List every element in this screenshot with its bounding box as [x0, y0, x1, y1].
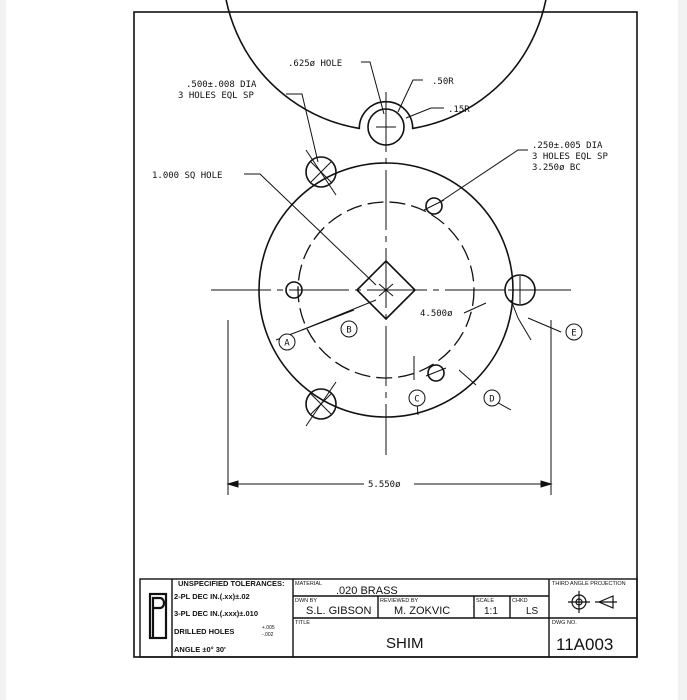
hole-250-upper [426, 198, 442, 214]
tolerance-2pl: 2-PL DEC IN.(.xx)±.02 [174, 592, 250, 601]
dimension-5550 [228, 320, 551, 495]
callout-dia-250-line1: .250±.005 DIA [532, 141, 603, 151]
callout-sq-hole: 1.000 SQ HOLE [152, 171, 223, 181]
checked-value: LS [526, 606, 539, 617]
tolerance-3pl: 3-PL DEC IN.(.xxx)±.010 [174, 609, 259, 618]
scale-value: 1:1 [484, 606, 498, 617]
callout-outer-dia: 5.550ø [368, 480, 401, 490]
callout-hole-625: .625ø HOLE [288, 59, 343, 69]
marker-c-label: C [414, 394, 420, 405]
drawn-by-label: DWN BY [295, 598, 317, 604]
material-value: .020 BRASS [336, 585, 398, 597]
marker-a-label: A [284, 338, 290, 349]
drilled-tol-plus: +.005 [262, 625, 275, 631]
checked-label: CHKD [512, 598, 528, 604]
drawing-title: SHIM [386, 635, 424, 652]
dwg-no-label: DWG NO. [552, 620, 577, 626]
marker-e-label: E [571, 328, 577, 339]
callout-dia-250-line2: 3 HOLES EQL SP [532, 152, 608, 162]
callout-dia-250-line3: 3.250ø BC [532, 163, 581, 173]
reviewed-by-label: REVIEWED BY [380, 598, 419, 604]
drawing-number: 11A003 [556, 635, 614, 654]
callout-dia-500-line2: 3 HOLES EQL SP [178, 91, 254, 101]
center-lines [211, 92, 571, 455]
drilled-tol-minus: -.002 [262, 632, 274, 638]
tolerances-heading: UNSPECIFIED TOLERANCES: [178, 579, 285, 588]
callout-inner-dia: 4.500ø [420, 309, 453, 319]
leader-lines [244, 62, 561, 415]
marker-b-label: B [346, 325, 352, 336]
projection-label: THIRD ANGLE PROJECTION [552, 581, 626, 587]
drawing-sheet [6, 0, 678, 700]
company-logo [150, 594, 166, 638]
drawn-by-value: S.L. GIBSON [306, 605, 372, 617]
angle-tolerance: ANGLE ±0° 30' [174, 645, 226, 654]
reviewed-by-value: M. ZOKVIC [394, 605, 451, 617]
material-label: MATERIAL [295, 581, 323, 587]
technical-drawing [6, 0, 678, 700]
drilled-holes: DRILLED HOLES [174, 627, 235, 636]
callout-dia-500-line1: .500±.008 DIA [186, 80, 257, 90]
third-angle-projection-icon [568, 591, 617, 613]
callout-radius-15: .15R [448, 105, 470, 115]
title-label: TITLE [295, 620, 310, 626]
scale-label: SCALE [476, 598, 495, 604]
hole-250-lower [428, 365, 444, 381]
marker-d-label: D [489, 394, 495, 405]
callout-radius-50: .50R [432, 77, 454, 87]
